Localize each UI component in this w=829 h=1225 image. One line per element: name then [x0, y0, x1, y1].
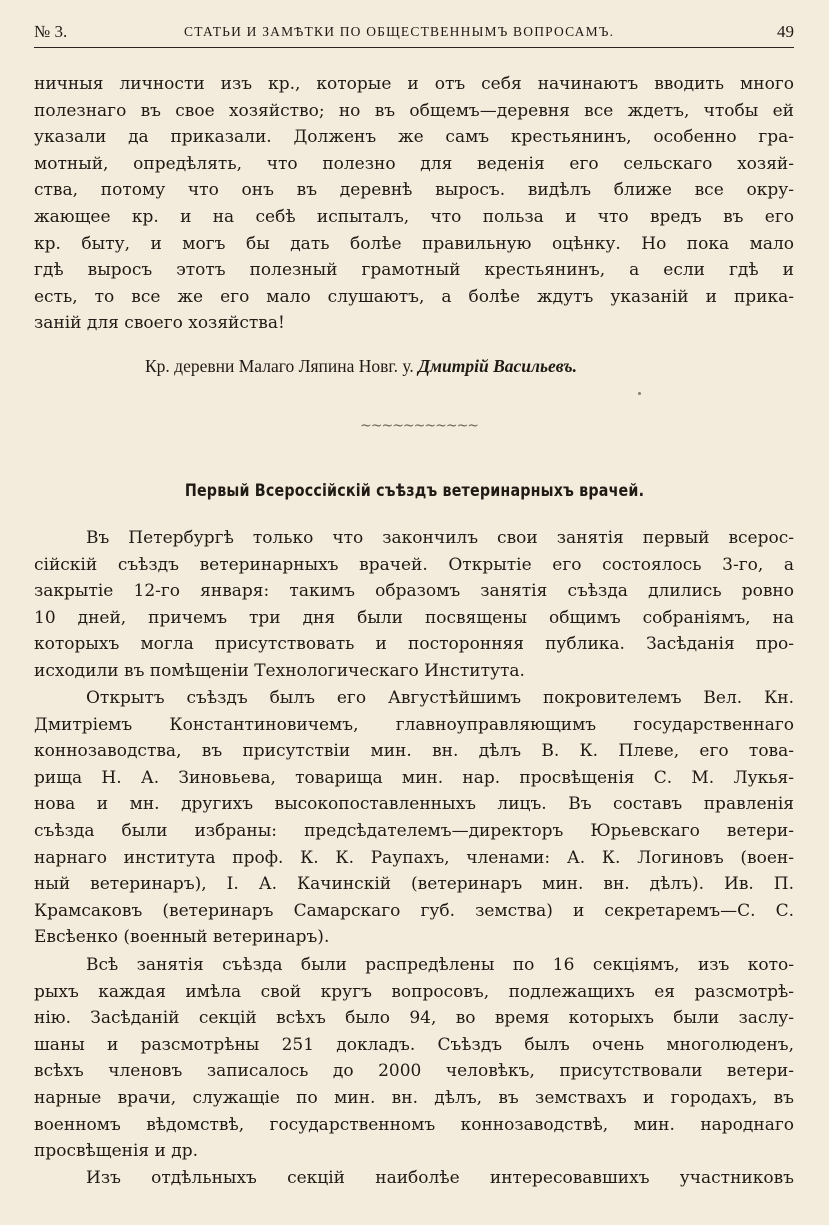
- text-line: исходили въ помѣщеніи Технологическаго Института.: [34, 660, 525, 681]
- text-line: 10 дней, причемъ три дня были посвящены общимъ собраніямъ, на: [34, 607, 794, 628]
- text-line: рыхъ каждая имѣла свой кругъ вопросовъ, подлежащихъ ея разсмотрѣ-: [34, 981, 794, 1002]
- text-line: Изъ отдѣльныхъ секцій наиболѣе интересовавшихъ участниковъ: [86, 1168, 794, 1188]
- signature-name: Дмитрій Васильевъ.: [418, 356, 577, 376]
- text-line: нарнаго института проф. К. К. Раупахъ, членами: А. К. Логиновъ (воен-: [34, 847, 794, 868]
- paragraph-1: [34, 71, 794, 337]
- text-line: нова и мн. другихъ высокопоставленныхъ лицъ. Въ составъ правленія: [34, 794, 794, 815]
- text-line: рища Н. А. Зиновьева, товарища мин. нар. просвѣщенія С. М. Лукья-: [34, 767, 794, 788]
- text-line: коннозаводства, въ присутствіи мин. вн. дѣлъ В. К. Плеве, его това-: [34, 741, 794, 762]
- text-line: кр. быту, и могъ бы дать болѣе правильную оцѣнку. Но пока мало: [34, 233, 794, 254]
- text-line: заній для своего хозяйства!: [34, 313, 285, 334]
- text-line: нарные врачи, служащіе по мин. вн. дѣлъ, въ земствахъ и городахъ, въ: [34, 1087, 794, 1108]
- text-line: мотный, опредѣлять, что полезно для веденія его сельскаго хозяй-: [34, 153, 794, 174]
- text-line: съѣзда были избраны: предсѣдателемъ—директоръ Юрьевскаго ветери-: [34, 820, 794, 841]
- text-line: нію. Засѣданій секцій всѣхъ было 94, во время которыхъ были заслу-: [34, 1008, 794, 1029]
- text-line: закрытіе 12-го января: такимъ образомъ занятія съѣзда длились ровно: [34, 581, 794, 602]
- article-heading: Первый Всероссійскій съѣздъ ветеринарныхъ врачей.: [184, 481, 645, 501]
- text-line: Открытъ съѣздъ былъ его Августѣйшимъ покровителемъ Вел. Кн.: [86, 688, 794, 708]
- text-line: гдѣ выросъ этотъ полезный грамотный крестьянинъ, а если гдѣ и: [34, 260, 794, 281]
- paragraph-2: [34, 525, 794, 685]
- text-line: Всѣ занятія съѣзда были распредѣлены по 16 секціямъ, изъ кото-: [86, 955, 794, 975]
- text-line: ничныя личности изъ кр., которые и отъ себя начинаютъ вводить много: [34, 74, 794, 94]
- ink-speck: [638, 392, 641, 395]
- signature: [145, 356, 577, 377]
- text-line: ства, потому что онъ въ деревнѣ выросъ. видѣлъ ближе все окру-: [34, 180, 794, 201]
- paragraph-5: [34, 1165, 794, 1192]
- text-line: полезнаго въ свое хозяйство; но въ общемъ—деревня все ждетъ, чтобы ей: [34, 100, 794, 121]
- text-line: есть, то все же его мало слушаютъ, а болѣе ждутъ указаній и прика-: [34, 286, 794, 307]
- text-line: сійскій съѣздъ ветеринарныхъ врачей. Открытіе его состоялось 3-го, а: [34, 554, 794, 575]
- text-line: военномъ вѣдомствѣ, государственномъ коннозаводствѣ, мин. народнаго: [34, 1114, 794, 1135]
- page-number: 49: [777, 22, 794, 41]
- text-line: ный ветеринаръ), І. А. Качинскій (ветеринаръ мин. вн. дѣлъ). Ив. П.: [34, 874, 794, 895]
- text-line: Крамсаковъ (ветеринаръ Самарскаго губ. земства) и секретаремъ—С. С.: [34, 900, 794, 921]
- text-line: шаны и разсмотрѣны 251 докладъ. Съѣздъ былъ очень многолюденъ,: [34, 1034, 794, 1055]
- text-line: всѣхъ членовъ записалось до 2000 человѣкъ, присутствовали ветери-: [34, 1061, 794, 1082]
- text-line: которыхъ могла присутствовать и посторонняя публика. Засѣданія про-: [34, 634, 794, 655]
- paragraph-4: [34, 952, 794, 1165]
- text-line: жающее кр. и на себѣ испыталъ, что польза и что вредъ въ его: [34, 206, 794, 227]
- text-line: просвѣщенія и др.: [34, 1141, 199, 1162]
- running-header: [34, 20, 794, 46]
- section-title: СТАТЬИ И ЗАМѢТКИ ПО ОБЩЕСТВЕННЫМЪ ВОПРОСАМЪ.: [184, 24, 615, 39]
- text-line: Въ Петербургѣ только что закончилъ свои занятія первый всерос-: [86, 528, 794, 548]
- signature-place: Кр. деревни Малаго Ляпина Новг. у.: [145, 356, 414, 376]
- paragraph-3: [34, 685, 794, 951]
- section-divider-ornament: ~~~~~~~~~~~: [360, 418, 479, 434]
- header-rule: [34, 47, 794, 48]
- text-line: Дмитріемъ Константиновичемъ, главноуправляющимъ государственнаго: [34, 714, 794, 735]
- text-line: Евсѣенко (военный ветеринаръ).: [34, 927, 330, 948]
- text-line: указали да приказали. Долженъ же самъ крестьянинъ, особенно гра-: [34, 127, 794, 148]
- issue-number: № 3.: [34, 22, 68, 41]
